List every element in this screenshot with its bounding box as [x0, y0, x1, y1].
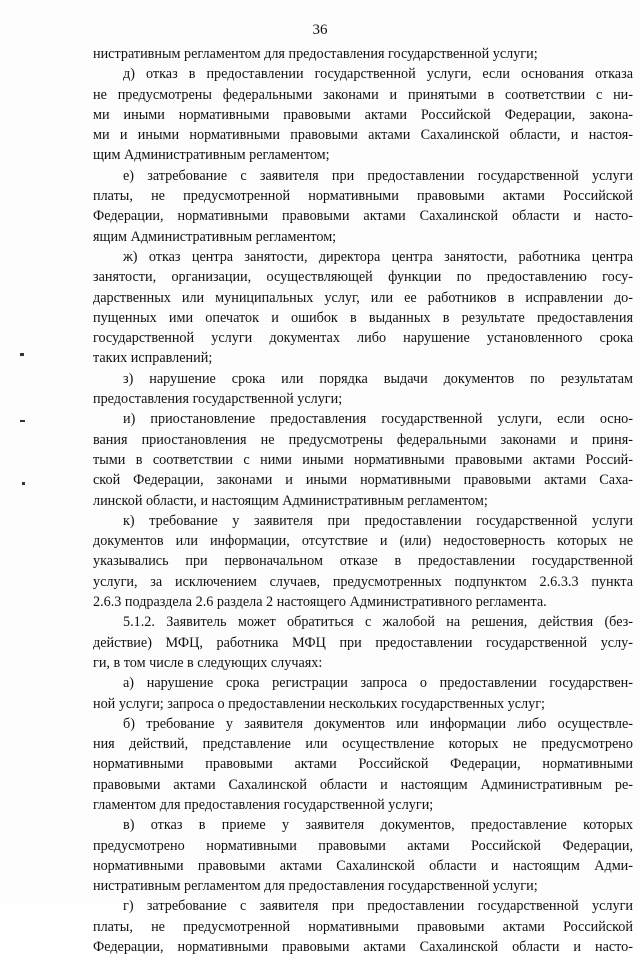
text-line: предусмотрено нормативными правовыми актами Российской Федерации,	[93, 837, 633, 854]
scan-artifact-mark	[22, 482, 25, 485]
text-line: и) приостановление предоставления государственной услуги, если осно-	[123, 411, 633, 428]
text-line: а) нарушение срока регистрации запроса о предоставлении государствен-	[123, 675, 633, 692]
text-line: ми иными нормативными правовыми актами Российской Федерации, законa-	[93, 106, 633, 123]
text-line: ния действий, представление или осуществление которых не предусмотрено	[93, 736, 633, 753]
text-line: документов или информации, отсутствие и (или) недостоверность которых не	[93, 533, 633, 550]
text-line: ги, в том числе в следующих случаях:	[93, 654, 323, 671]
text-line: Федерации, нормативными правовыми актами Сахалинской области и насто-	[93, 939, 633, 956]
text-line: таких исправлений;	[93, 350, 213, 367]
text-line: ящим Административным регламентом;	[93, 228, 337, 245]
text-line: нормативными правовыми актами Российской Федерации, нормативными	[93, 756, 633, 773]
text-line: нистративным регламентом для предоставления государственной услуги;	[93, 878, 538, 895]
scan-artifact-mark	[20, 420, 25, 422]
text-line: Федерации, нормативными правовыми актами Сахалинской области и насто-	[93, 208, 633, 225]
text-line: услуги, за исключением случаев, предусмотренных подпунктом 2.6.3.3 пункта	[93, 573, 633, 590]
text-line: действие) МФЦ, работника МФЦ при предоставлении государственной услу-	[93, 634, 633, 651]
document-body	[93, 44, 633, 957]
text-line: вания приостановления не предусмотрены федеральными законами и приня-	[93, 431, 633, 448]
text-line: правовыми актами Сахалинской области и настоящим Административным ре-	[93, 776, 633, 793]
text-line: в) отказ в приеме у заявителя документов, предоставление которых	[123, 817, 633, 834]
text-line: не предусмотрены федеральными законами и принятыми в соответствии с ни-	[93, 86, 633, 103]
scan-artifact-mark	[20, 353, 24, 356]
text-line: б) требование у заявителя документов или информации либо осуществле-	[123, 715, 633, 732]
text-line: платы, не предусмотренной нормативными правовыми актами Российской	[93, 188, 633, 205]
text-line: нормативными правовыми актами Сахалинской области и настоящим Адми-	[93, 857, 633, 874]
text-line: г) затребование с заявителя при предоставлении государственной услуги	[123, 898, 633, 915]
text-line: предоставления государственной услуги;	[93, 391, 343, 408]
text-line: к) требование у заявителя при предоставлении государственной услуги	[123, 512, 633, 529]
text-line: нистративным регламентом для предоставления государственной услуги;	[93, 46, 538, 62]
text-line: ной услуги; запроса о предоставлении нескольких государственных услуг;	[93, 695, 545, 712]
page-number: 36	[312, 22, 328, 38]
text-line: пущенных ими опечаток и ошибок в выданных в результате предоставления	[93, 309, 633, 326]
text-line: ской Федерации, законами и иными нормативными правовыми актами Саха-	[93, 472, 633, 489]
text-line: линской области, и настоящим Административным регламентом;	[93, 492, 488, 509]
text-line: дарственных или муниципальных услуг, или ее работников в исправлении до-	[93, 289, 633, 306]
text-line: гламентом для предоставления государственной услуги;	[93, 796, 434, 813]
text-line: платы, не предусмотренной нормативными правовыми актами Российской	[93, 918, 633, 935]
text-line: 2.6.3 подраздела 2.6 раздела 2 настоящего Административного регламента.	[93, 594, 547, 611]
text-line: щим Административным регламентом;	[93, 147, 330, 164]
text-line: з) нарушение срока или порядка выдачи документов по результатам	[123, 370, 633, 387]
text-line: занятости, организации, осуществляющей функции по предоставлению госу-	[93, 269, 633, 286]
text-line: 5.1.2. Заявитель может обратиться с жалобой на решения, действия (без-	[123, 614, 633, 631]
text-line: ми и иными нормативными правовыми актами Сахалинской области, и настоя-	[93, 127, 633, 144]
text-line: тыми в соответствии с ними иными нормативными правовыми актами Россий-	[93, 451, 633, 468]
text-line: е) затребование с заявителя при предоставлении государственной услуги	[123, 167, 633, 184]
text-line: государственной услуги документах либо нарушение установленного срока	[93, 330, 633, 347]
text-line: д) отказ в предоставлении государственной услуги, если основания отказа	[123, 66, 633, 83]
text-line: ж) отказ центра занятости, директора центра занятости, работника центра	[123, 248, 633, 265]
text-line: указывались при первоначальном отказе в предоставлении государственной	[93, 553, 633, 570]
